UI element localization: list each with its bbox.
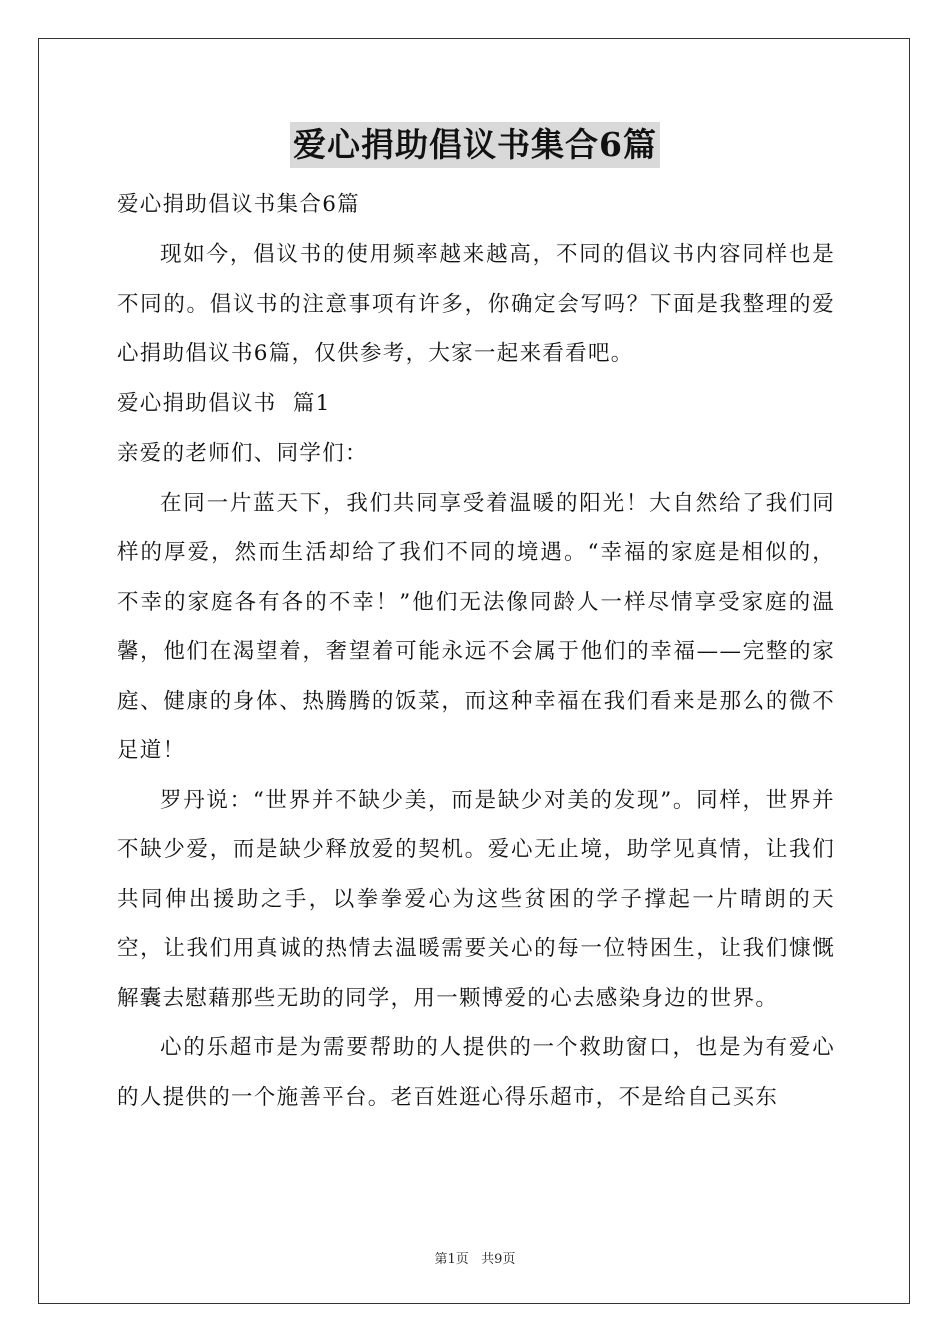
section-heading: 爱心捐助倡议书 篇1: [117, 390, 331, 416]
body-paragraph: 心的乐超市是为需要帮助的人提供的一个救助窗口，也是为有爱心的人提供的一个施善平台。老百姓逛心得乐超市，不是给自己买东: [117, 1035, 835, 1110]
page-number: 第1页 共9页: [434, 1252, 516, 1267]
page-footer: [0, 1248, 950, 1267]
document-title: 爱心捐助倡议书集合6篇: [290, 122, 660, 168]
body-paragraph: 在同一片蓝天下，我们共同享受着温暖的阳光！大自然给了我们同样的厚爱，然而生活却给了我们不同的境遇。“幸福的家庭是相似的，不幸的家庭各有各的不幸！”他们无法像同龄人一样尽情享受家庭的温馨，他们在渴望着，奢望着可能永远不会属于他们的幸福——完整的家庭、健康的身体、热腾腾的饭菜，而这种幸福在我们看来是那么的微不足道！: [117, 490, 835, 763]
document-body: [117, 180, 835, 1122]
salutation: 亲爱的老师们、同学们：: [117, 440, 368, 466]
intro-paragraph: 现如今，倡议书的使用频率越来越高，不同的倡议书内容同样也是不同的。倡议书的注意事项有许多，你确定会写吗？下面是我整理的爱心捐助倡议书6篇，仅供参考，大家一起来看看吧。: [117, 242, 835, 366]
title-container: [0, 122, 950, 168]
body-paragraph: 罗丹说：“世界并不缺少美，而是缺少对美的发现”。同样，世界并不缺少爱，而是缺少释放爱的契机。爱心无止境，助学见真情，让我们共同伸出援助之手，以拳拳爱心为这些贫困的学子撑起一片晴朗的天空，让我们用真诚的热情去温暖需要关心的每一位特困生，让我们慷慨解囊去慰藉那些无助的同学，用一颗博爱的心去感染身边的世界。: [117, 787, 835, 1011]
document-subtitle: 爱心捐助倡议书集合6篇: [117, 192, 360, 217]
